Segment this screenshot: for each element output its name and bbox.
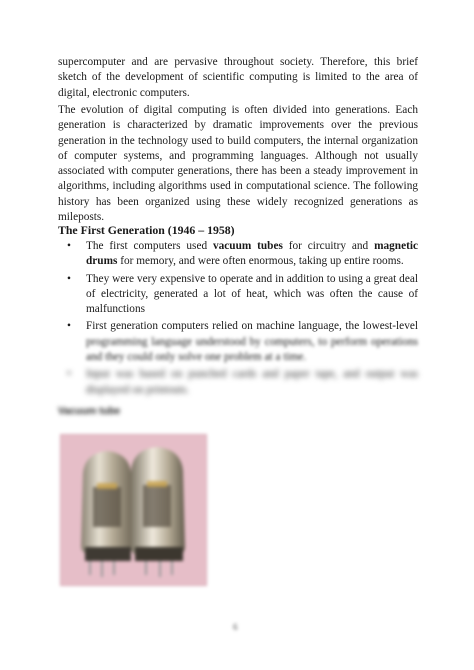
bold-term: vacuum tubes <box>212 240 283 252</box>
bullet-icon: • <box>67 240 71 252</box>
list-item: • First generation computers relied on machine language, the lowest-level programming language understood by computers, to perform operations and they could only solve one problem at a time. <box>67 320 418 364</box>
section-heading: The First Generation (1946 – 1958) <box>58 223 235 237</box>
vacuum-tube-photo <box>60 434 207 586</box>
bullet-icon: • <box>67 272 71 285</box>
figure-caption: Vacuum tube <box>58 406 121 417</box>
page-number: 6 <box>233 622 238 632</box>
list-item: • The first computers used vacuum tubes for circuitry and magnetic drums for memory, and were often enormous, taking up entire rooms. <box>67 240 418 268</box>
bullet-icon: • <box>67 368 71 381</box>
bullet-list <box>58 239 418 400</box>
vacuum-tube-icon <box>61 435 206 585</box>
list-item: • Input was based on punched cards and paper tape, and output was displayed on printouts. <box>67 368 418 396</box>
list-item: • They were very expensive to operate and in addition to using a great deal of electricity, generated a lot of heat, which was often the cause of malfunctions <box>67 272 418 316</box>
bullet-icon: • <box>67 320 71 333</box>
intro-paragraph: supercomputer and are pervasive throughout society. Therefore, this brief sketch of the development of scientific computing is limited to the area of digital, electronic computers. <box>58 56 418 99</box>
generations-paragraph: The evolution of digital computing is often divided into generations. Each generation is characterized by dramatic improvements over the previous generation in the technology used to build computers, the internal organization of computer systems, and programming languages. Although not usually associated with computer generations, there has been a steady improvement in algorithms, including algorithms used in computational science. The following history has been organized using these widely recognized generations as mileposts. <box>58 104 418 224</box>
bold-term: magnetic drums <box>86 240 418 268</box>
